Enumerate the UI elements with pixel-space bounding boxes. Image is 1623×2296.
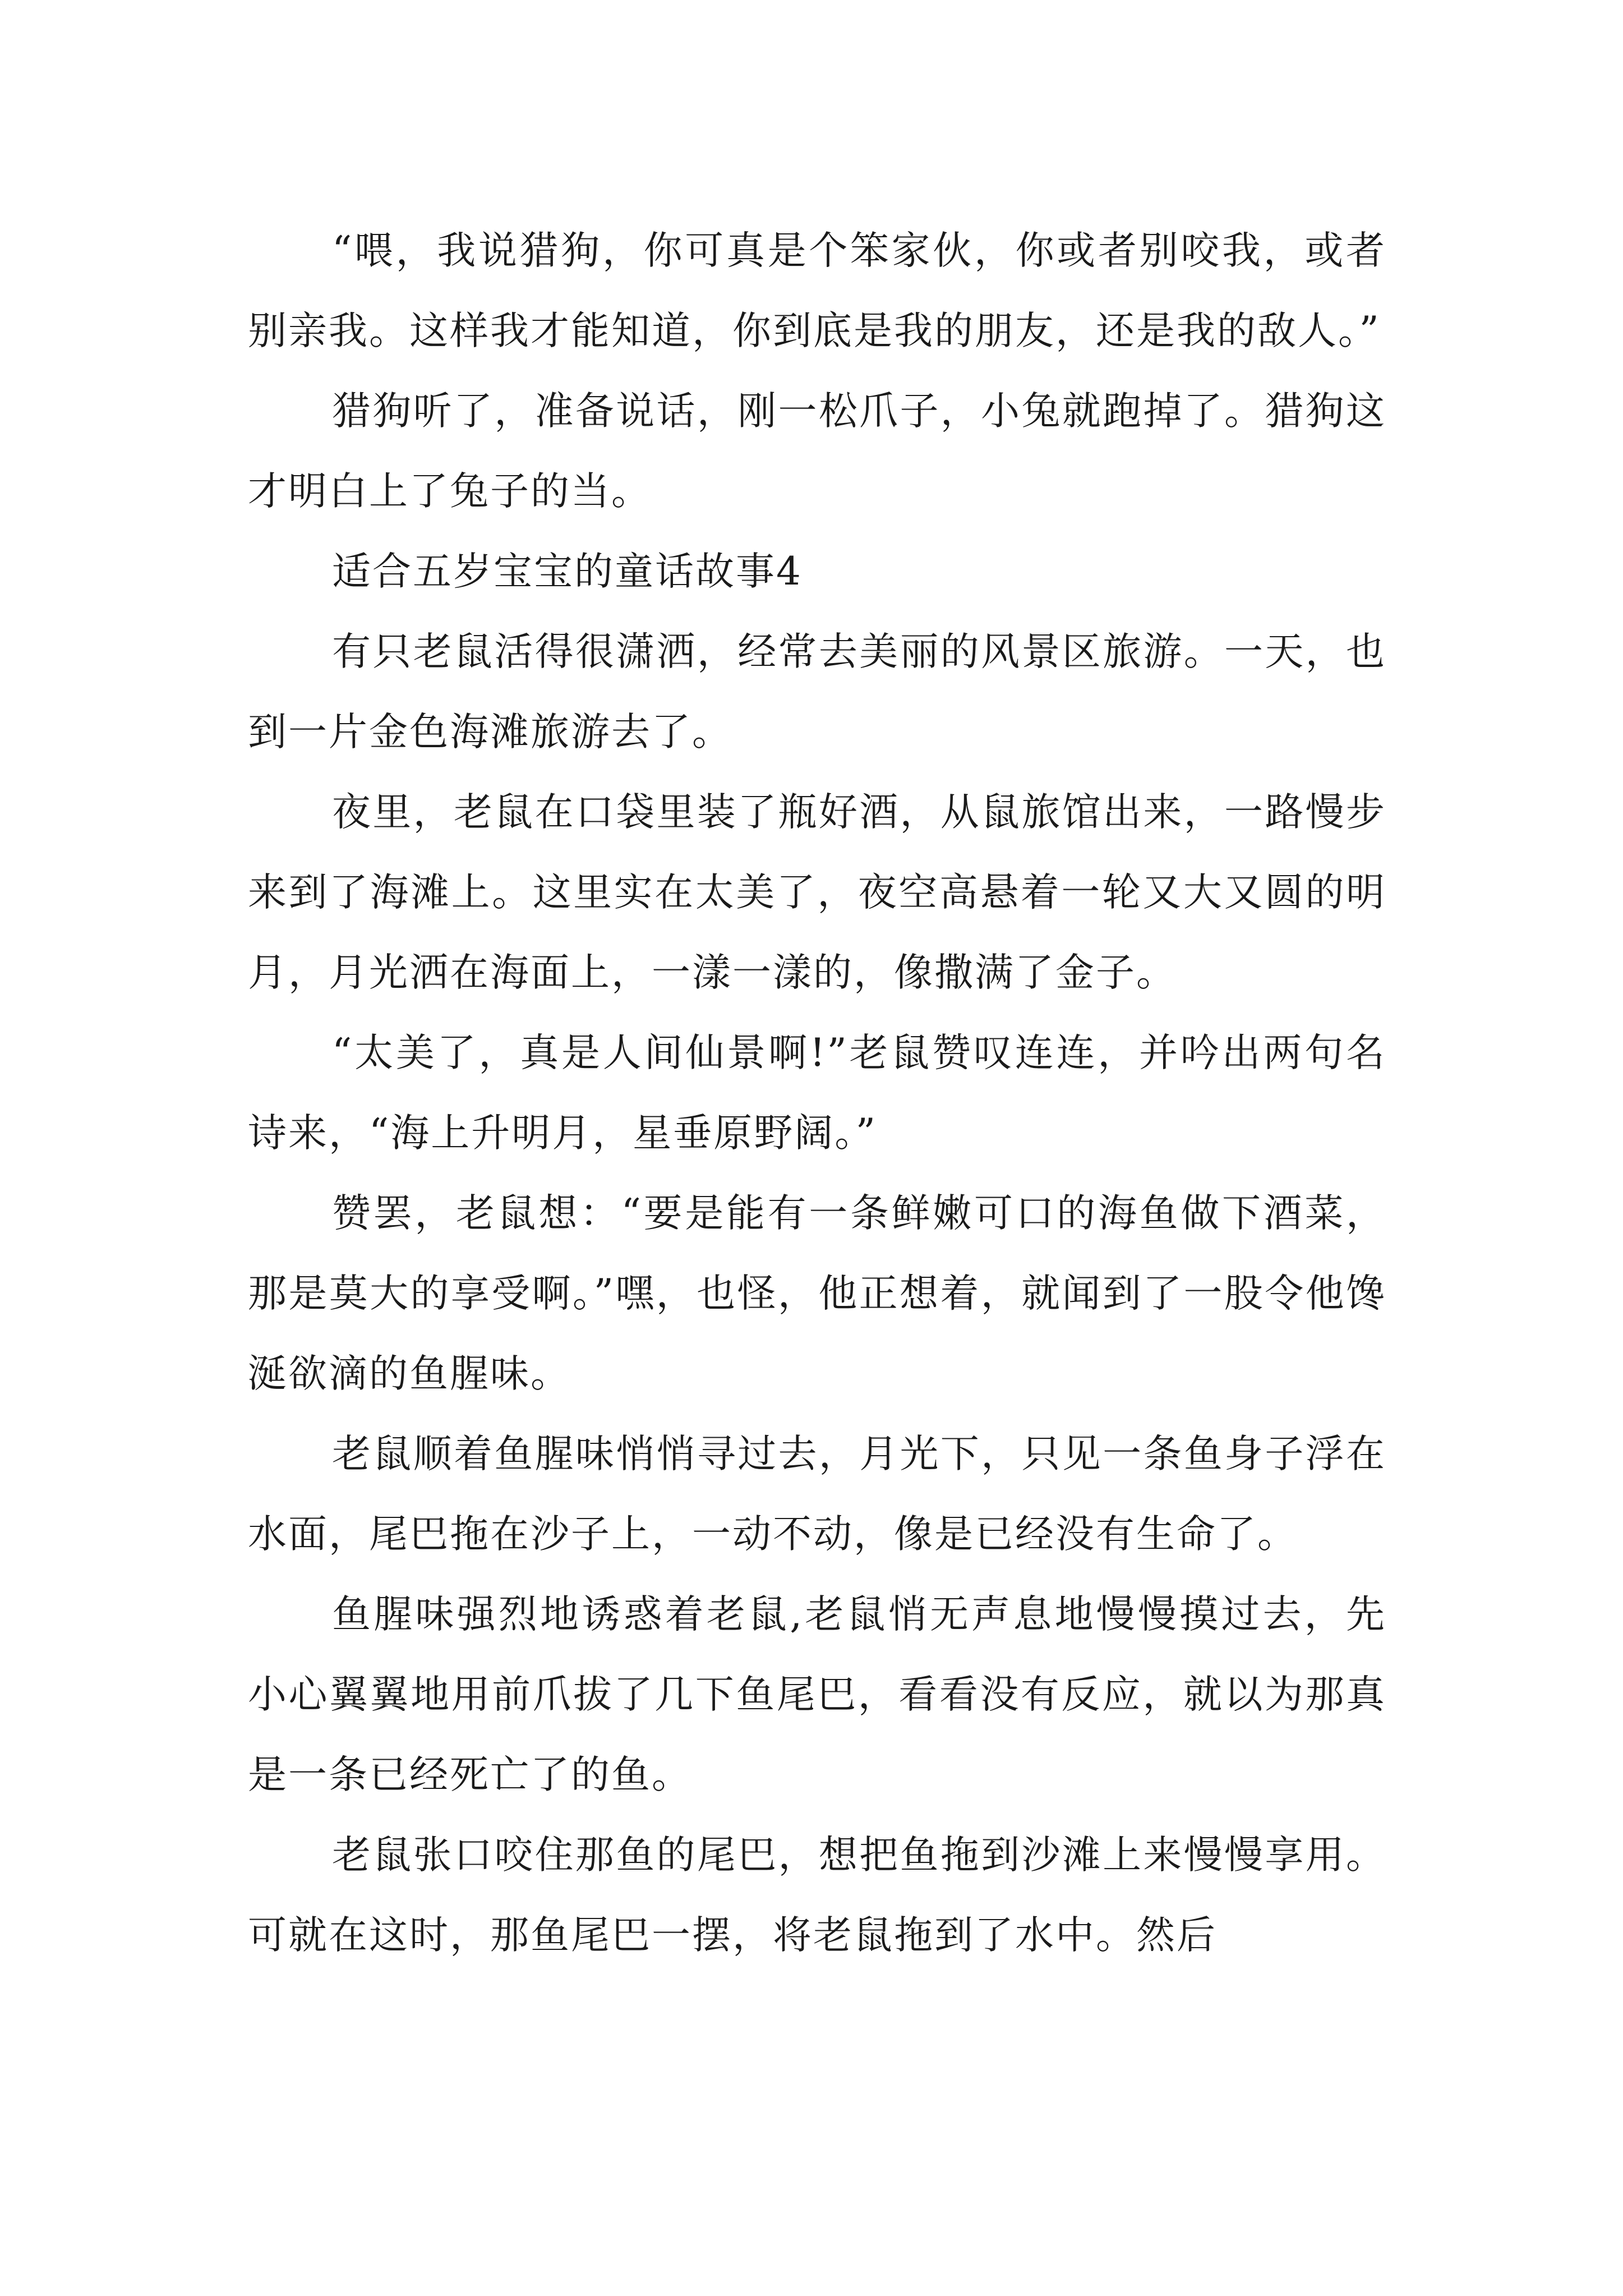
document-body	[248, 211, 1386, 1976]
paragraph-hound-fooled: 猎狗听了，准备说话，刚一松爪子，小兔就跑掉了。猎狗这才明白上了兔子的当。	[248, 389, 1386, 514]
paragraph-dialogue-rabbit: “喂，我说猎狗，你可真是个笨家伙，你或者别咬我，或者别亲我。这样我才能知道，你到底是我的朋友，还是我的敌人。”	[248, 228, 1386, 353]
paragraph-fish-found: 老鼠顺着鱼腥味悄悄寻过去，月光下，只见一条鱼身子浮在水面，尾巴拖在沙子上，一动不动，像是已经没有生命了。	[248, 1432, 1386, 1557]
paragraph-mouse-bites: 老鼠张口咬住那鱼的尾巴，想把鱼拖到沙滩上来慢慢享用。可就在这时，那鱼尾巴一摆，将老鼠拖到了水中。然后	[248, 1833, 1386, 1958]
paragraph-mouse-travels: 有只老鼠活得很潇洒，经常去美丽的风景区旅游。一天，也到一片金色海滩旅游去了。	[248, 629, 1386, 754]
story-heading: 适合五岁宝宝的童话故事4	[332, 549, 803, 594]
paragraph-night-beach: 夜里，老鼠在口袋里装了瓶好酒，从鼠旅馆出来，一路慢步来到了海滩上。这里实在太美了，夜空高悬着一轮又大又圆的明月，月光洒在海面上，一漾一漾的，像撒满了金子。	[248, 790, 1386, 995]
paragraph-mouse-approach: 鱼腥味强烈地诱惑着老鼠,老鼠悄无声息地慢慢摸过去，先小心翼翼地用前爪拔了几下鱼尾巴，看看没有反应，就以为那真是一条已经死亡了的鱼。	[248, 1592, 1386, 1797]
paragraph-mouse-poem: “太美了，真是人间仙景啊!”老鼠赞叹连连，并吟出两句名诗来，“海上升明月，星垂原野阔。”	[248, 1030, 1386, 1156]
paragraph-mouse-wish: 赞罢，老鼠想：“要是能有一条鲜嫩可口的海鱼做下酒菜，那是莫大的享受啊。”嘿，也怪，他正想着，就闻到了一股令他馋涎欲滴的鱼腥味。	[248, 1191, 1386, 1396]
